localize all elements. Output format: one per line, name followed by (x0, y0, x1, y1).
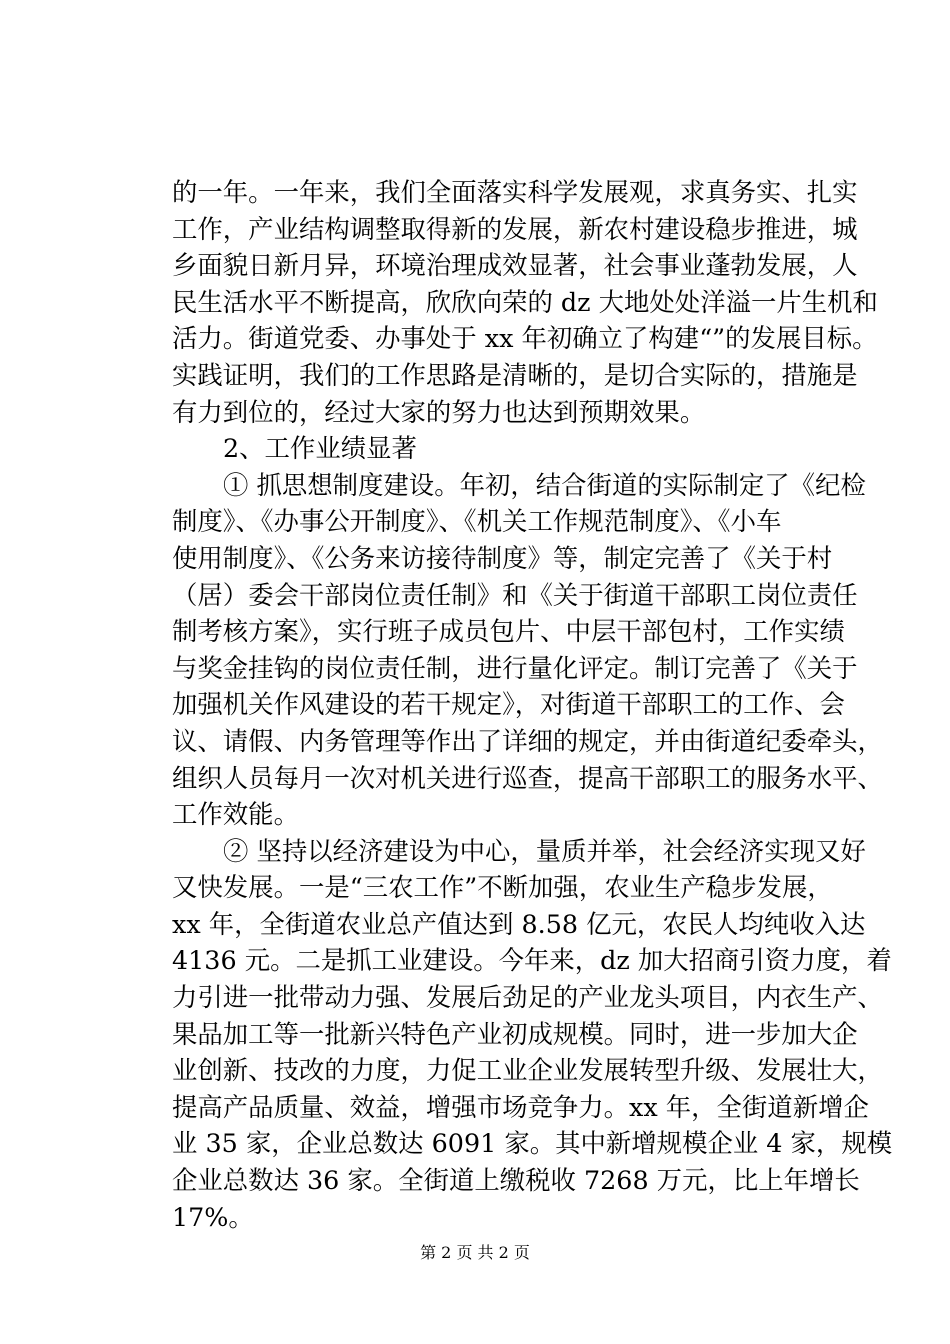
paragraph-start: ① 抓思想制度建设。年初，结合街道的实际制定了《纪检 (223, 469, 866, 500)
text-line: 有力到位的，经过大家的努力也达到预期效果。 (172, 396, 706, 427)
text-line: 与奖金挂钩的岗位责任制，进行量化评定。制订完善了《关于 (172, 652, 858, 683)
text-line: 使用制度》、《公务来访接待制度》等，制定完善了《关于村 (172, 542, 833, 573)
text-line: 工作，产业结构调整取得新的发展，新农村建设稳步推进，城 (172, 213, 858, 244)
text-line: 的一年。一年来，我们全面落实科学发展观，求真务实、扎实 (172, 177, 858, 207)
document-body (172, 174, 893, 1235)
text-line: 17%。 (172, 1201, 254, 1232)
text-line: 活力。街道党委、办事处于 xx 年初确立了构建“”的发展目标。 (172, 323, 878, 354)
text-line: 企业总数达 36 家。全街道上缴税收 7268 万元，比上年增长 (172, 1165, 860, 1196)
text-line: 提高产品质量、效益，增强市场竞争力。xx 年，全街道新增企 (172, 1091, 869, 1122)
page-number-label: 第 2 页 共 2 页 (420, 1243, 530, 1262)
text-line: 又快发展。一是“三农工作”不断加强，农业生产稳步发展， (172, 872, 833, 903)
text-line: 业 35 家，企业总数达 6091 家。其中新增规模企业 4 家，规模 (172, 1128, 893, 1159)
page-footer (0, 1243, 950, 1263)
text-line: 工作效能。 (172, 799, 299, 830)
text-line: 议、请假、内务管理等作出了详细的规定，并由街道纪委牵头， (172, 725, 883, 756)
text-line: 果品加工等一批新兴特色产业初成规模。同时，进一步加大企 (172, 1018, 858, 1049)
text-line: 4136 元。二是抓工业建设。今年来，dz 加大招商引资力度，着 (172, 945, 892, 976)
text-line: 加强机关作风建设的若干规定》，对街道干部职工的工作、会 (172, 689, 845, 720)
section-heading: 2、工作业绩显著 (223, 433, 417, 464)
text-line: 制度》、《办事公开制度》、《机关工作规范制度》、《小车 (172, 506, 782, 537)
text-line: 乡面貌日新月异，环境治理成效显著，社会事业蓬勃发展，人 (172, 250, 858, 281)
text-line: 业创新、技改的力度，力促工业企业发展转型升级、发展壮大， (172, 1055, 883, 1086)
text-line: 实践证明，我们的工作思路是清晰的，是切合实际的，措施是 (172, 359, 858, 390)
text-line: 民生活水平不断提高，欣欣向荣的 dz 大地处处洋溢一片生机和 (172, 286, 878, 317)
paragraph-start: ② 坚持以经济建设为中心，量质并举，社会经济实现又好 (223, 835, 866, 866)
text-line: 力引进一批带动力强、发展后劲足的产业龙头项目，内衣生产、 (172, 982, 883, 1013)
text-line: （居）委会干部岗位责任制》和《关于街道干部职工岗位责任 (172, 579, 858, 610)
text-line: 制考核方案》，实行班子成员包片、中层干部包村，工作实绩 (172, 616, 845, 647)
text-line: 组织人员每月一次对机关进行巡查，提高干部职工的服务水平、 (172, 762, 883, 793)
text-line: xx 年，全街道农业总产值达到 8.58 亿元，农民人均纯收入达 (172, 908, 866, 939)
